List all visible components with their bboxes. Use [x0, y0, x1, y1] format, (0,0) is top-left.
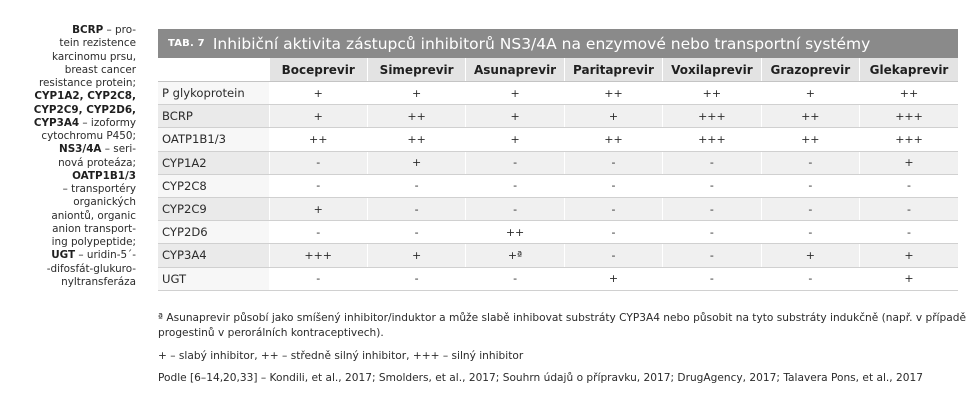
table-row [158, 174, 958, 197]
table-cell: ++ [761, 128, 859, 151]
glossary-line [6, 249, 136, 262]
table-cell: - [663, 151, 761, 174]
table-cell: + [269, 197, 367, 220]
table-title-bar [158, 29, 958, 58]
row-label: OATP1B1/3 [158, 128, 269, 151]
footnote-a: ª Asunaprevir působí jako smíšený inhibitor/induktor a může slabě inhibovat substráty CYP3A4 nebo působit na tyto substráty indukčně (např. v případě progestinů v perorálních kontraceptivech). [158, 312, 966, 339]
table-cell: + [466, 82, 564, 105]
row-label: BCRP [158, 105, 269, 128]
column-header: Glekaprevir [860, 58, 958, 82]
table-cell: - [269, 221, 367, 244]
glossary-text: – pro- [103, 24, 136, 36]
glossary-line [6, 183, 136, 196]
glossary-text: cytochromu P450; [41, 130, 136, 142]
row-label: CYP3A4 [158, 244, 269, 267]
glossary-text: – uridin-5´- [75, 249, 136, 262]
table-cell: ++ [564, 82, 662, 105]
table-cell: - [269, 174, 367, 197]
row-label: P glykoprotein [158, 82, 269, 105]
sources-note: Podle [6–14,20,33] – Kondili, et al., 2017; Smolders, et al., 2017; Souhrn údajů o přípravku, 2017; DrugAgency, 2017; Talavera Pons, et al., 2017 [158, 372, 923, 384]
glossary-line [6, 64, 136, 77]
table-row [158, 197, 958, 220]
glossary-line [6, 170, 136, 183]
glossary-text: – transportéry [62, 183, 136, 195]
table-row [158, 244, 958, 267]
table-cell: - [663, 197, 761, 220]
row-label: CYP1A2 [158, 151, 269, 174]
table-cell: + [564, 105, 662, 128]
row-label: CYP2D6 [158, 221, 269, 244]
table-title: Inhibiční aktivita zástupců inhibitorů NS3/4A na enzymové nebo transportní systémy [212, 34, 871, 53]
table-cell: - [466, 151, 564, 174]
table-cell: - [269, 151, 367, 174]
table-row [158, 151, 958, 174]
glossary-term: OATP1B1/3 [72, 169, 136, 182]
table-cell: ++ [367, 128, 465, 151]
table-cell: + [269, 82, 367, 105]
column-header: Boceprevir [269, 58, 367, 82]
glossary-term: BCRP [72, 24, 104, 36]
table-number: TAB. 7 [168, 38, 205, 49]
glossary-line [6, 90, 136, 103]
table-cell: - [761, 221, 859, 244]
glossary-text: organických [73, 196, 136, 209]
table-cell: + [367, 244, 465, 267]
table-cell: - [761, 174, 859, 197]
table-cell: ++ [269, 128, 367, 151]
table-cell: - [663, 244, 761, 267]
table-cell: + [367, 151, 465, 174]
glossary-text: nyltransferáza [61, 275, 136, 288]
table-cell: - [466, 197, 564, 220]
glossary-text: – seri- [101, 143, 136, 156]
table-row [158, 221, 958, 244]
glossary-sidebar [6, 24, 136, 289]
glossary-text: resistance protein; [38, 77, 136, 89]
glossary-line [6, 236, 136, 249]
glossary-term: CYP1A2, CYP2C8, [34, 90, 136, 103]
glossary-line [6, 24, 136, 37]
glossary-line [6, 37, 136, 50]
table-cell: - [663, 174, 761, 197]
table-row [158, 82, 958, 105]
table-cell: +++ [663, 105, 761, 128]
column-header: Simeprevir [367, 58, 465, 82]
table-cell: + [269, 105, 367, 128]
glossary-text: breast cancer [64, 63, 136, 76]
glossary-line [6, 77, 136, 90]
glossary-line [6, 143, 136, 156]
table-cell: - [564, 221, 662, 244]
glossary-line [6, 210, 136, 223]
table-cell: ++ [564, 128, 662, 151]
table-cell: + [466, 128, 564, 151]
glossary-term: NS3/4A [59, 143, 102, 156]
glossary-text: tein rezistence [59, 37, 136, 50]
table-cell: +++ [860, 105, 958, 128]
table-cell: ++ [663, 82, 761, 105]
table-cell: ++ [466, 221, 564, 244]
table-cell: +++ [860, 128, 958, 151]
glossary-text: – izoformy [79, 116, 136, 129]
glossary-text: karcinomu prsu, [52, 50, 136, 63]
table-cell: - [466, 174, 564, 197]
table-cell: - [761, 151, 859, 174]
row-label: UGT [158, 267, 269, 290]
glossary-line [6, 117, 136, 130]
table-cell: - [269, 267, 367, 290]
table-cell: + [466, 105, 564, 128]
table-cell: - [367, 174, 465, 197]
table-cell: - [761, 267, 859, 290]
column-header: Paritaprevir [564, 58, 662, 82]
glossary-line [6, 51, 136, 64]
table-cell: + [860, 267, 958, 290]
table-cell: +++ [663, 128, 761, 151]
table-cell: + [860, 244, 958, 267]
glossary-line [6, 276, 136, 289]
table-cell: - [564, 244, 662, 267]
table-body [158, 82, 958, 291]
table-cell: - [663, 221, 761, 244]
glossary-text: anion transport- [52, 222, 136, 235]
table-cell: ++ [761, 105, 859, 128]
table-cell: - [367, 221, 465, 244]
glossary-text: aniontů, organic [51, 209, 136, 222]
inhibition-table [158, 58, 958, 291]
glossary-line [6, 223, 136, 236]
glossary-text: nová proteáza; [58, 156, 136, 169]
row-label: CYP2C9 [158, 197, 269, 220]
table-cell: - [564, 151, 662, 174]
table-row [158, 128, 958, 151]
glossary-term: CYP2C9, CYP2D6, [33, 103, 136, 116]
table-notes [158, 311, 973, 384]
table-cell: - [860, 221, 958, 244]
glossary-term: UGT [51, 249, 76, 262]
table-cell: + [860, 151, 958, 174]
glossary-text: -difosfát-glukuro- [46, 262, 136, 275]
glossary-line [6, 157, 136, 170]
glossary-line [6, 263, 136, 276]
table-header-row [158, 58, 958, 82]
header-corner [158, 58, 269, 82]
table-cell: - [761, 197, 859, 220]
glossary-line [6, 130, 136, 143]
table-row [158, 267, 958, 290]
table-cell: - [367, 197, 465, 220]
table-cell: + [761, 82, 859, 105]
table-cell: + [367, 82, 465, 105]
table-7 [158, 29, 958, 291]
table-cell: ++ [860, 82, 958, 105]
table-cell: - [367, 267, 465, 290]
table-cell: - [860, 197, 958, 220]
table-cell: - [564, 174, 662, 197]
column-header: Asunaprevir [466, 58, 564, 82]
table-cell: - [466, 267, 564, 290]
table-cell: + [761, 244, 859, 267]
table-cell: +++ [269, 244, 367, 267]
table-row [158, 105, 958, 128]
table-cell: - [860, 174, 958, 197]
row-label: CYP2C8 [158, 174, 269, 197]
glossary-term: CYP3A4 [33, 116, 80, 129]
table-cell: - [564, 197, 662, 220]
glossary-line [6, 104, 136, 117]
column-header: Voxilaprevir [663, 58, 761, 82]
table-cell: + [564, 267, 662, 290]
legend-note: + – slabý inhibitor, ++ – středně silný inhibitor, +++ – silný inhibitor [158, 350, 524, 362]
glossary-line [6, 196, 136, 209]
table-cell: ++ [367, 105, 465, 128]
column-header: Grazoprevir [761, 58, 859, 82]
glossary-text: ing polypeptide; [51, 236, 136, 248]
table-cell: +ª [466, 244, 564, 267]
table-cell: - [663, 267, 761, 290]
